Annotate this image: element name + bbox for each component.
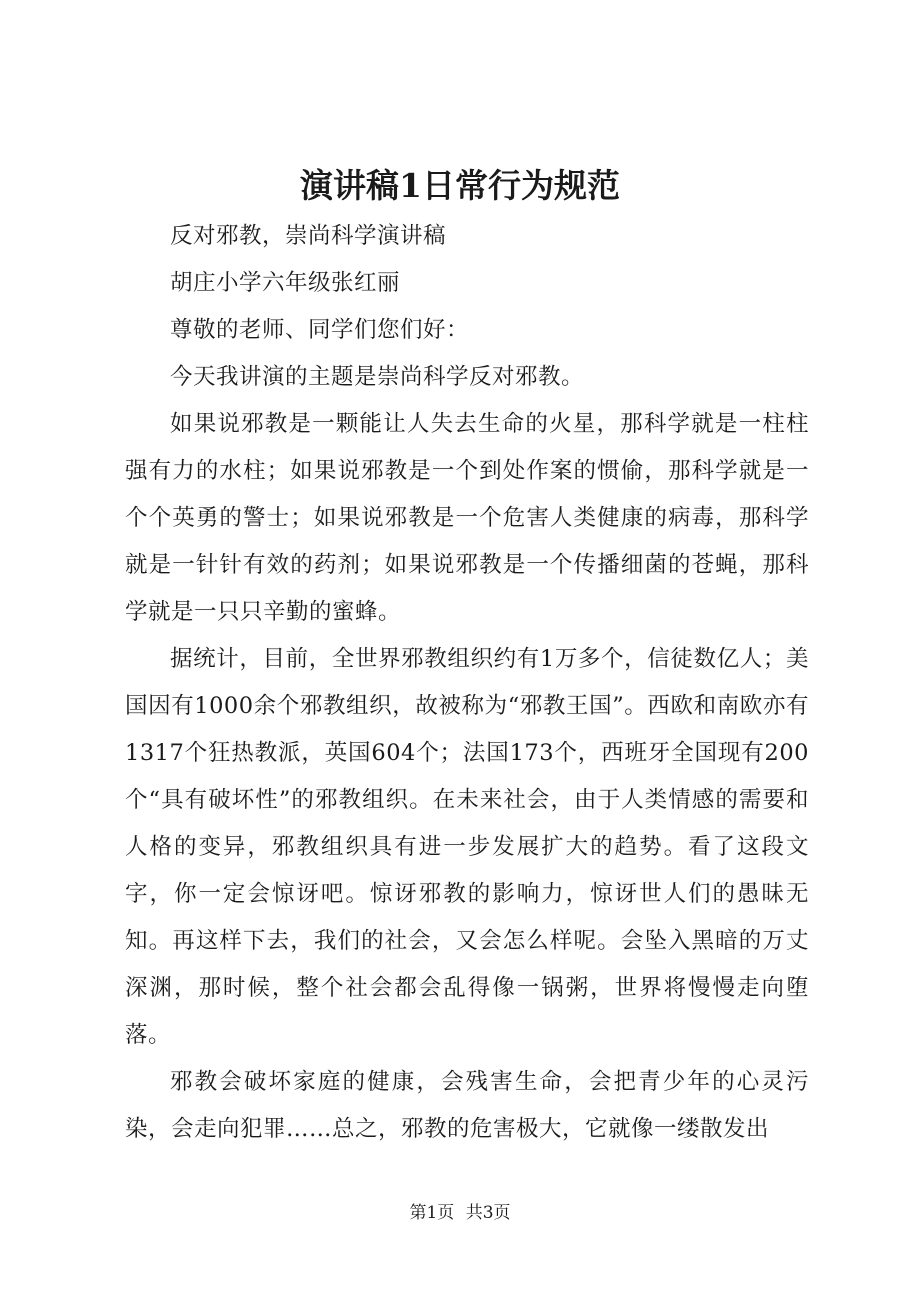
document-body	[125, 213, 809, 1153]
paragraph-body: 如果说邪教是一颗能让人失去生命的火星，那科学就是一柱柱强有力的水柱；如果说邪教是一个到处作案的惯偷，那科学就是一个个英勇的警士；如果说邪教是一个危害人类健康的病毒，那科学就是一针针有效的药剂；如果说邪教是一个传播细菌的苍蝇，那科学就是一只只辛勤的蜜蜂。	[125, 411, 809, 625]
paragraph-topic: 今天我讲演的主题是崇尚科学反对邪教。	[170, 364, 585, 390]
page-footer	[0, 1198, 920, 1228]
document-title: 演讲稿1日常行为规范	[300, 166, 620, 205]
paragraph-body: 邪教会破坏家庭的健康，会残害生命，会把青少年的心灵污染，会走向犯罪……总之，邪教的危害极大，它就像一缕散发出	[125, 1069, 809, 1142]
paragraph-greeting: 尊敬的老师、同学们您们好：	[170, 317, 470, 343]
page-total: 共3页	[465, 1203, 511, 1223]
paragraph-body: 据统计，目前，全世界邪教组织约有1万多个，信徒数亿人；美国因有1000余个邪教组织，故被称为“邪教王国”。西欧和南欧亦有1317个狂热教派，英国604个；法国173个，西班牙全国现有200个“具有破坏性”的邪教组织。在未来社会，由于人类情感的需要和人格的变异，邪教组织具有进一步发展扩大的趋势。看了这段文字，你一定会惊讶吧。惊讶邪教的影响力，惊讶世人们的愚昧无知。再这样下去，我们的社会，又会怎么样呢。会坠入黑暗的万丈深渊，那时候，整个社会都会乱得像一锅粥，世界将慢慢走向堕落。	[125, 646, 809, 1048]
page-number: 第1页	[409, 1203, 455, 1223]
paragraph-heading: 反对邪教，崇尚科学演讲稿	[170, 223, 447, 249]
paragraph-author: 胡庄小学六年级张红丽	[170, 270, 401, 296]
